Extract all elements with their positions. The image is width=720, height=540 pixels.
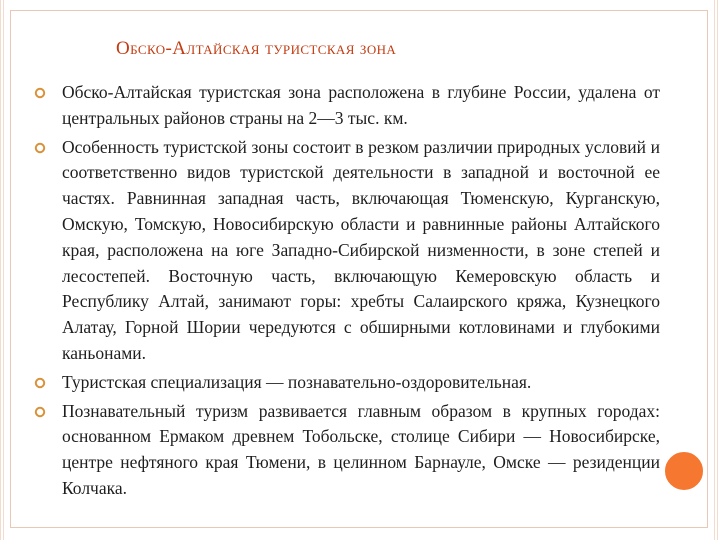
left-stripe-decoration	[0, 0, 6, 540]
ring-bullet-icon	[34, 406, 46, 418]
bullet-item	[32, 135, 660, 367]
ring-bullet-icon	[34, 87, 46, 99]
bullet-item	[32, 399, 660, 502]
right-stripe-decoration	[714, 0, 720, 540]
orange-circle-icon	[662, 449, 706, 493]
bullet-text: Познавательный туризм развивается главным образом в крупных городах: основанном Ермаком древнем Тобольске, столице Сибири — Новосибирске, центре нефтяного края Тюмени, в целинном Барнауле, Омске — резиденции Колчака.	[62, 400, 660, 498]
bullet-text: Особенность туристской зоны состоит в резком различии природных условий и соответственно видов туристской деятельности в западной и восточной ее частях. Равнинная западная часть, включающая Тюменскую, Курганскую, Омскую, Томскую, Новосибирскую области и равнинные районы Алтайского края, расположена на юге Западно-Сибирской низменности, в зоне степей и лесостепей. Восточную часть, включающую Кемеровскую область и Республику Алтай, занимают горы: хребты Салаирского кряжа, Кузнецкого Алатау, Горной Шории чередуются с обширными котловинами и глубокими каньонами.	[62, 136, 660, 363]
ring-bullet-icon	[34, 142, 46, 154]
bullet-text: Обско-Алтайская туристская зона расположена в глубине России, удалена от центральных районов страны на 2—3 тыс. км.	[62, 82, 660, 128]
bullet-item	[32, 80, 660, 132]
slide-title: Обско-Алтайская туристская зона	[116, 38, 397, 59]
bullet-text: Туристская специализация — познавательно-оздоровительная.	[62, 371, 532, 392]
bullet-list	[32, 80, 660, 505]
ring-bullet-icon	[34, 377, 46, 389]
bullet-item	[32, 370, 660, 396]
